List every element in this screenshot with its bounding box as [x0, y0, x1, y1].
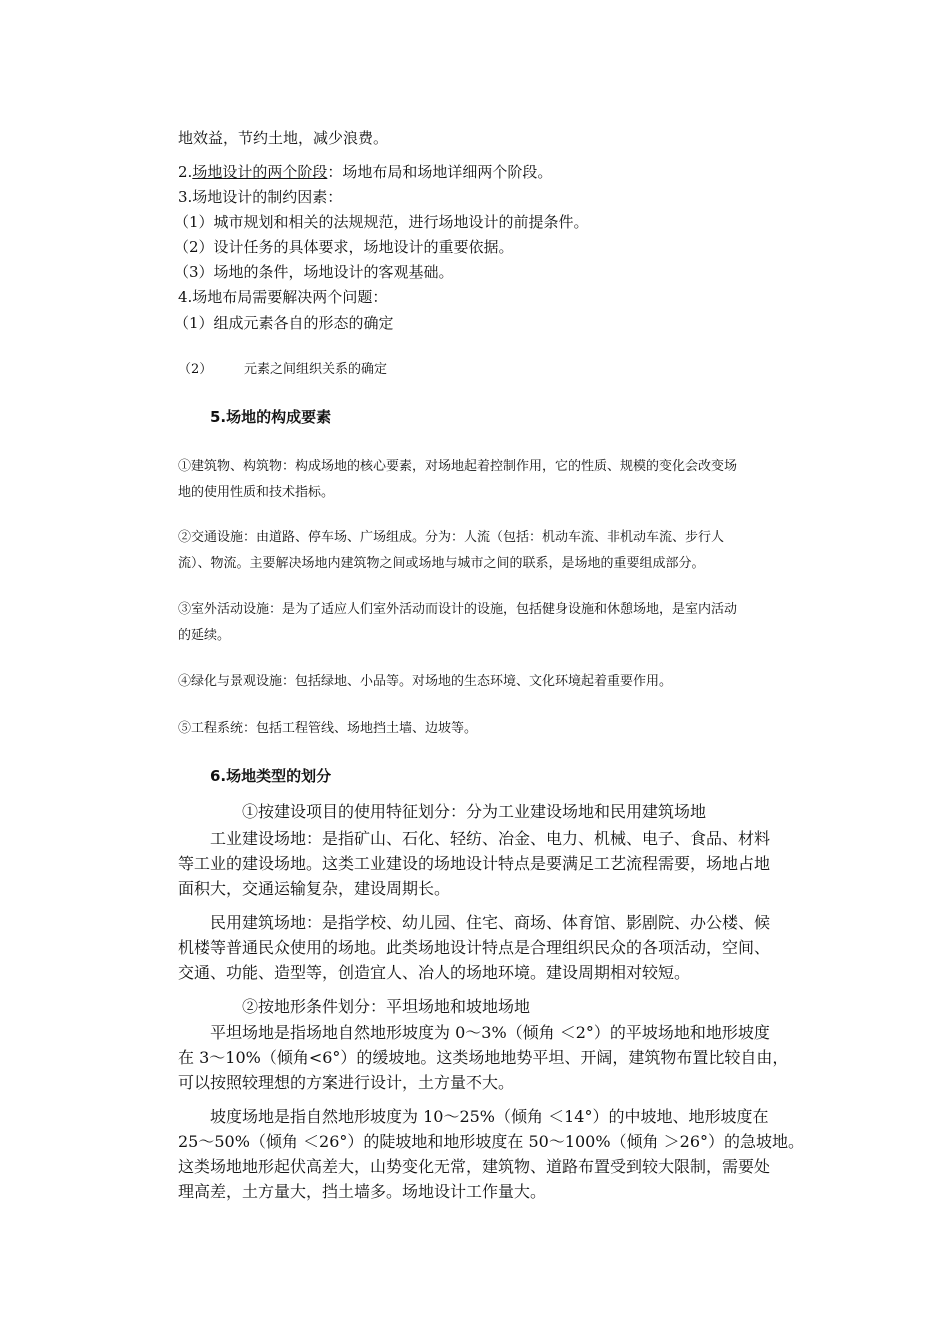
stages-line	[178, 161, 552, 182]
body-line: 理高差，土方量大，挡土墙多。场地设计工作量大。	[178, 1182, 547, 1201]
constraints-title: 3.场地设计的制约因素：	[178, 188, 343, 206]
body-line: 工业建设场地：是指矿山、石化、轻纺、冶金、电力、机械、电子、食品、材料	[210, 829, 771, 848]
body-line: 交通、功能、造型等，创造宜人、冶人的场地环境。建设周期相对较短。	[178, 963, 691, 982]
body-line: 民用建筑场地：是指学校、幼儿园、住宅、商场、体育馆、影剧院、办公楼、候	[210, 913, 771, 932]
stages-number: 2.	[178, 163, 193, 181]
section5-paragraph-line: ②交通设施：由道路、停车场、广场组成。分为：人流（包括：机动车流、非机动车流、步行人	[178, 530, 725, 545]
section5-paragraph-line: 的延续。	[178, 628, 231, 643]
body-line: 等工业的建设场地。这类工业建设的场地设计特点是要满足工艺流程需要，场地占地	[178, 854, 771, 873]
body-line: 面积大，交通运输复杂，建设周期长。	[178, 879, 451, 898]
section5-paragraph-line: ⑤工程系统：包括工程管线、场地挡土墙、边坡等。	[178, 721, 478, 736]
layout-title: 4.场地布局需要解决两个问题：	[178, 288, 388, 306]
intro-tail-line: 地效益，节约土地，减少浪费。	[178, 129, 389, 147]
body-line: 25～50%（倾角 ＜26°）的陡坡地和地形坡度在 50～100%（倾角 ＞26°）的急坡地。	[178, 1132, 805, 1151]
constraint-item: （1）城市规划和相关的法规规范，进行场地设计的前提条件。	[174, 213, 589, 231]
stages-text: ：场地布局和场地详细两个阶段。	[327, 163, 553, 181]
section5-paragraph-line: ③室外活动设施：是为了适应人们室外活动而设计的设施，包括健身设施和休憩场地，是室内活动	[178, 602, 738, 617]
section5-paragraph-line: ①建筑物、构筑物：构成场地的核心要素，对场地起着控制作用，它的性质、规模的变化会改变场	[178, 459, 738, 474]
body-line: 在 3～10%（倾角<6°）的缓坡地。这类场地地势平坦、开阔，建筑物布置比较自由，	[178, 1048, 789, 1067]
body-line: 这类场地地形起伏高差大，山势变化无常，建筑物、道路布置受到较大限制，需要处	[178, 1157, 771, 1176]
constraint-item: （2）设计任务的具体要求，场地设计的重要依据。	[174, 238, 514, 256]
constraint-item: （3）场地的条件，场地设计的客观基础。	[174, 263, 454, 281]
section5-paragraph-line: 流）、物流。主要解决场地内建筑物之间或场地与城市之间的联系，是场地的重要组成部分。	[178, 556, 705, 571]
layout-item: （1）组成元素各自的形态的确定	[174, 314, 394, 332]
layout-item-number: （2）	[178, 362, 213, 377]
body-line: 可以按照较理想的方案进行设计，土方量不大。	[178, 1073, 515, 1092]
section6-heading: 6.场地类型的划分	[210, 767, 332, 785]
section6-subheading: ②按地形条件划分：平坦场地和坡地场地	[242, 997, 531, 1016]
section5-heading: 5.场地的构成要素	[210, 408, 332, 426]
body-line: 平坦场地是指场地自然地形坡度为 0～3%（倾角 ＜2°）的平坡场地和地形坡度	[210, 1023, 770, 1042]
layout-item-text: 元素之间组织关系的确定	[244, 362, 388, 377]
body-line: 坡度场地是指自然地形坡度为 10～25%（倾角 ＜14°）的中坡地、地形坡度在	[210, 1107, 769, 1126]
body-line: 机楼等普通民众使用的场地。此类场地设计特点是合理组织民众的各项活动，空间、	[178, 938, 771, 957]
section5-paragraph-line: ④绿化与景观设施：包括绿地、小品等。对场地的生态环境、文化环境起着重要作用。	[178, 674, 673, 689]
section6-subheading: ①按建设项目的使用特征划分：分为工业建设场地和民用建筑场地	[242, 802, 707, 821]
section5-paragraph-line: 地的使用性质和技术指标。	[178, 485, 335, 500]
stages-link[interactable]: 场地设计的两个阶段	[192, 163, 328, 181]
